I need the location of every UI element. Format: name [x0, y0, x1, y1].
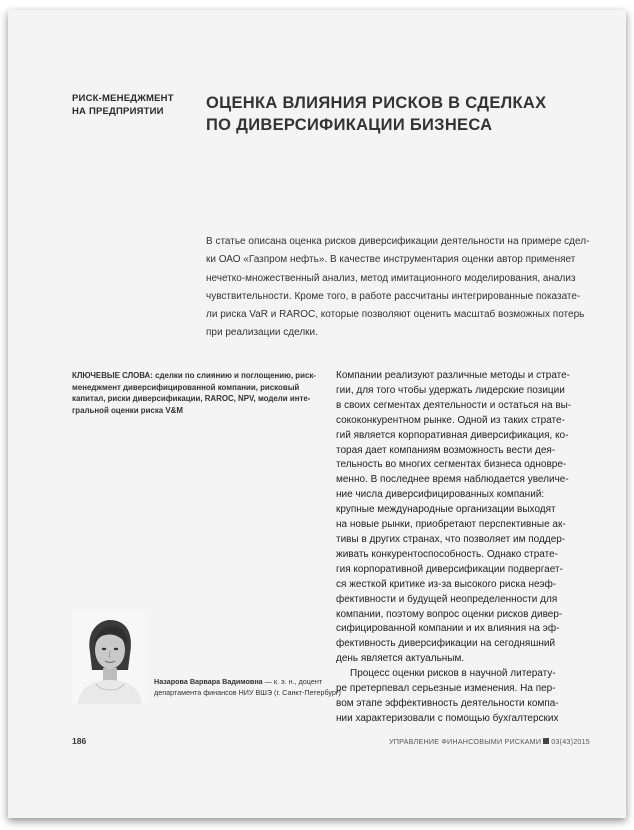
article-title-line-2: ПО ДИВЕРСИФИКАЦИИ БИЗНЕСА — [206, 116, 493, 134]
journal-name: УПРАВЛЕНИЕ ФИНАНСОВЫМИ РИСКАМИ — [388, 737, 542, 746]
body-line: вом этапе эффективность деятельности компа- — [336, 697, 559, 709]
body-line: ся жесткой критике из-за высокого риска неэф- — [336, 578, 557, 590]
author-degree: — к. э. н., доцент — [262, 677, 323, 686]
body-line: фективность диверсификации на сегодняшний — [336, 638, 556, 650]
author-photo — [72, 612, 146, 704]
abstract-line: при реализации сделки. — [206, 327, 318, 339]
author-info — [154, 676, 341, 698]
journal-issue: 03(43)2015 — [551, 737, 590, 746]
keywords-line: гральной оценки риска V&M — [72, 405, 183, 415]
body-line: гий является корпоративная диверсификация, ко- — [336, 429, 569, 441]
keywords-line: капитал, риски диверсификации, RAROC, NPV, модели инте- — [72, 394, 311, 403]
abstract-line: ки ОАО «Газпром нефть». В качестве инструментария оценки автор применяет — [206, 254, 576, 266]
body-line: нии характеризовали с помощью бухгалтерских — [336, 712, 559, 724]
body-line: сококонкурентном рынке. Одной из таких страте- — [336, 414, 565, 426]
body-line: крупные международные организации выходят — [336, 504, 556, 516]
article-body — [336, 369, 586, 727]
abstract-line: ли риска VaR и RAROC, которые позволяют оценить масштаб возможных потерь — [206, 309, 585, 321]
body-line: фективности и будущей неопределенности для — [336, 593, 558, 605]
body-line: тельность во многих сегментах бизнеса одновре- — [336, 459, 567, 471]
journal-footer — [389, 737, 590, 746]
section-label-line-1: РИСК-МЕНЕДЖМЕНТ — [72, 93, 174, 104]
body-line: Процесс оценки рисков в научной литерату- — [350, 668, 556, 680]
abstract — [206, 233, 590, 343]
author-affiliation: департамента финансов НИУ ВШЭ (г. Санкт-Петербург) — [154, 688, 341, 697]
body-line: день является актуальным. — [336, 653, 465, 665]
section-label — [72, 92, 192, 118]
body-line: Компании реализуют различные методы и страте- — [336, 370, 571, 381]
body-line: в своих сегментах деятельности и остаться на вы- — [336, 399, 572, 411]
keywords — [72, 370, 316, 416]
article-title-line-1: ОЦЕНКА ВЛИЯНИЯ РИСКОВ В СДЕЛКАХ — [206, 94, 547, 112]
keywords-line: менеджмент диверсифицированной компании, рисковый — [72, 382, 300, 392]
article-title — [206, 92, 596, 136]
author-name: Назарова Варвара Вадимовна — [154, 677, 263, 686]
body-line: торая дает компаниям возможность вести дея- — [336, 444, 556, 456]
body-line: тивы в других странах, что позволяет им поддер- — [336, 533, 566, 545]
keywords-line: КЛЮЧЕВЫЕ СЛОВА: сделки по слиянию и поглощению, риск- — [72, 371, 316, 380]
body-line: ре претерпевал серьезные изменения. На пер- — [336, 683, 556, 695]
body-line: ние числа диверсифицированных компаний: — [336, 489, 545, 501]
abstract-line: чувствительности. Кроме того, в работе рассчитаны интегрированные показате- — [206, 290, 581, 302]
abstract-line: В статье описана оценка рисков диверсификации деятельности на примере сдел- — [206, 236, 590, 247]
body-line: на новые рынки, приобретают перспективные ак- — [336, 519, 566, 531]
separator-square-icon — [543, 738, 549, 744]
body-line: сифицированной компании и их влияния на эф- — [336, 623, 560, 635]
page-number: 186 — [72, 736, 87, 746]
body-line: живать конкурентоспособность. Однако страте- — [336, 548, 558, 560]
body-line: гии, для того чтобы удержать лидерские позиции — [336, 384, 565, 396]
body-line: менно. В последнее время наблюдается увеличе- — [336, 474, 569, 486]
author-line-1 — [154, 676, 324, 687]
section-label-line-2: НА ПРЕДПРИЯТИИ — [72, 106, 164, 117]
body-line: компании, поэтому вопрос оценки рисков дивер- — [336, 608, 563, 620]
body-line: гия корпоративной диверсификации подвергает- — [336, 563, 563, 575]
abstract-line: нечетко-множественный анализ, метод имитационного моделирования, анализ — [206, 272, 576, 284]
